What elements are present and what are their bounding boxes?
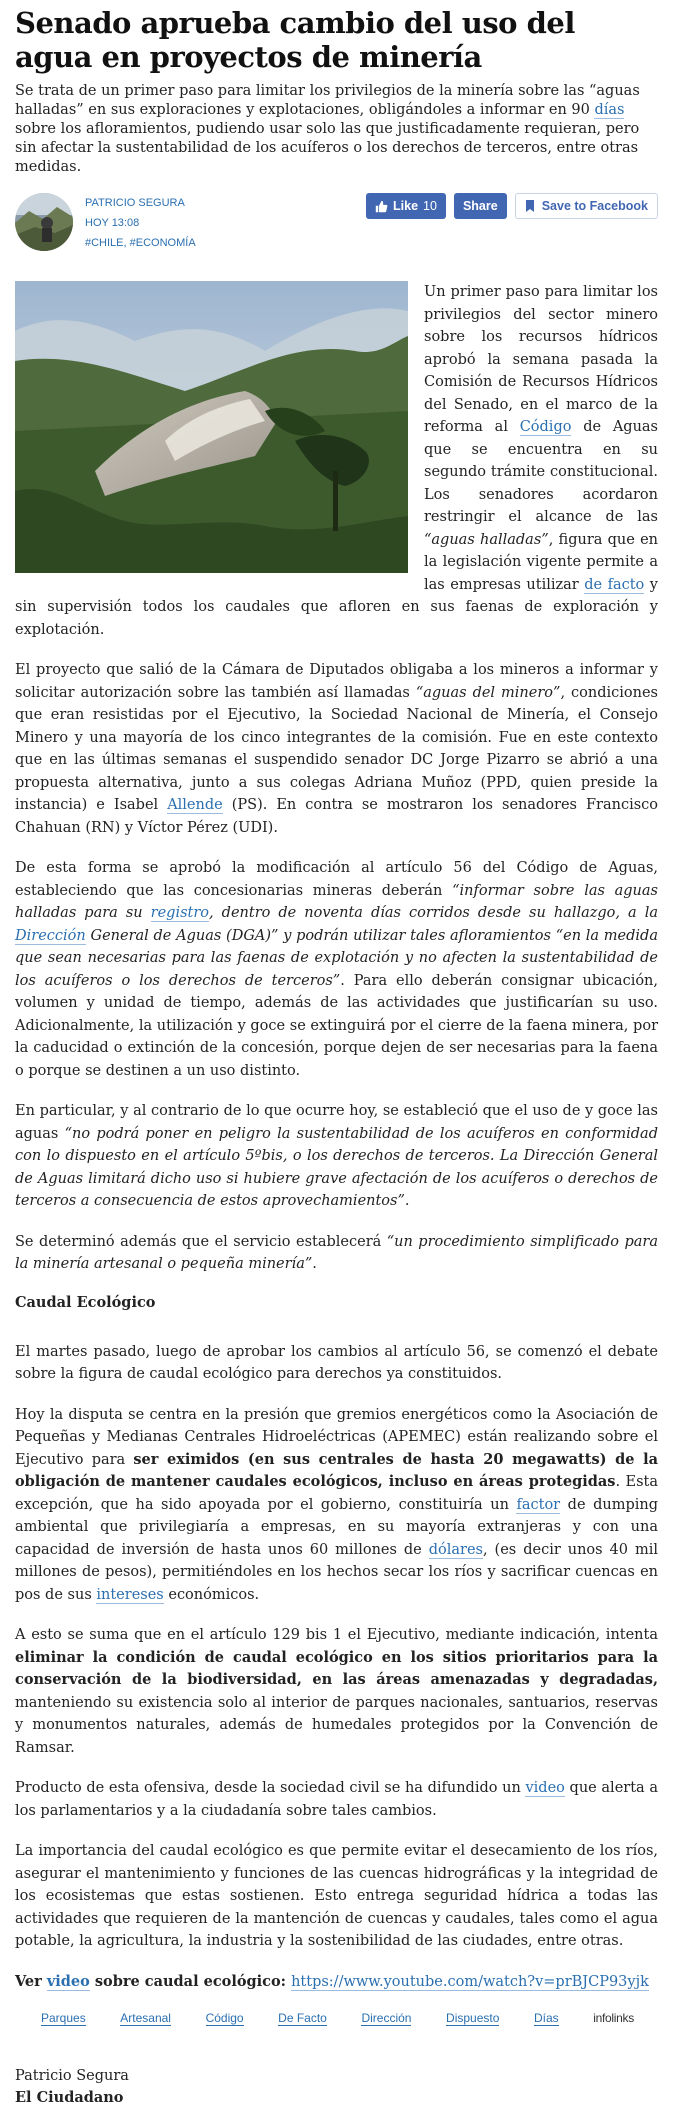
link-direccion[interactable]: Dirección — [15, 927, 86, 944]
p4-text: En particular, y al contrario de lo que ocurre hoy, se estableció que el uso de y goce las aguas — [15, 1103, 658, 1142]
p3-italic-1: “informar sobre las aguas halladas para su — [15, 882, 658, 921]
publish-time: HOY 13:08 — [85, 217, 140, 229]
p1-italic: “aguas halladas” — [424, 531, 549, 548]
p7-bold: ser eximidos (en sus centrales de hasta 20 megawatts) de la obligación de mantener caudales ecológicos, incluso en áreas protegidas — [15, 1450, 658, 1490]
p3-italic-4: “en la medida que sean necesarias para las faenas de explotación y no afecten la sustentabilidad de los acuíferos o los derechos de terceros” — [15, 927, 658, 989]
like-label: Like — [393, 199, 419, 213]
watch-video-line — [15, 1971, 658, 1994]
link-dolares[interactable]: dólares — [428, 1541, 483, 1558]
watch-video-link[interactable]: video — [46, 1972, 90, 1990]
paragraph-5 — [15, 1231, 658, 1276]
p2-text: El proyecto que salió de la Cámara de Diputados obligaba a los mineros a informar y solicitar autorización sobre las también así llamadas — [15, 662, 658, 701]
save-to-facebook-button[interactable] — [515, 193, 658, 219]
p9-text: Producto de esta ofensiva, desde la sociedad civil se ha difundido un — [15, 1780, 526, 1796]
byline-tags: #CHILE, #ECONOMÍA — [85, 237, 196, 249]
paragraph-7 — [15, 1404, 658, 1607]
lead-text-end: sobre los afloramientos, pudiendo usar solo las que justificadamente requieran, pero sin afectar la sustentabilidad de los acuíferos o los derechos de terceros, entre otras medidas. — [15, 121, 640, 175]
p7-text-3: de dumping ambiental que privilegiaría a empresas, en su mayoría extranjeras y con una capacidad de inversión de hasta unos 60 millones de — [15, 1496, 658, 1558]
article-page — [0, 6, 673, 2108]
article-title: Senado aprueba cambio del uso del agua en proyectos de minería — [15, 6, 575, 74]
lead-text: Se trata de un primer paso para limitar los privilegios de la minería sobre las “aguas halladas” en sus exploraciones y explotaciones, obligándoles a informar en 90 — [15, 83, 640, 118]
p1-text-2: de Aguas que se encuentra en su segundo trámite constitucional. Los senadores acordaron restringir el alcance de las — [424, 419, 658, 525]
related-tag-de-facto[interactable]: De Facto — [278, 2011, 327, 2025]
watch-text: Ver — [15, 1972, 47, 1990]
link-intereses[interactable]: intereses — [96, 1586, 164, 1603]
p8-text-2: manteniendo su existencia solo al interior de parques nacionales, santuarios, reservas y monumentos naturales, además de humedales protegidos por la Convención de Ramsar. — [15, 1694, 658, 1756]
p2-text-3: (PS). En contra se mostraron los senadores Francisco Chahuan (RN) y Víctor Pérez (UDI). — [15, 797, 658, 836]
p9-text-2: que alerta a los parlamentarios y a la ciudadanía sobre tales cambios. — [15, 1780, 658, 1819]
p7-text-5: económicos. — [163, 1586, 260, 1603]
p8-text: A esto se suma que en el artículo 129 bis 1 el Ejecutivo, mediante indicación, intenta — [15, 1627, 658, 1643]
thumbs-up-icon — [375, 200, 388, 213]
paragraph-2 — [15, 659, 658, 839]
p5-italic: “un procedimiento simplificado para la minería artesanal o pequeña minería” — [15, 1233, 659, 1272]
link-codigo[interactable]: Código — [519, 419, 572, 435]
author-avatar[interactable] — [15, 193, 73, 251]
p4-italic: “no podrá poner en peligro la sustentabilidad de los acuíferos en conformidad con lo dispuesto en el artículo 5ºbis, o los derechos de terceros. La Dirección General de Aguas limitará dicho uso si hubiere grave afectación de los acuíferos o derechos de terceros a consecuencia de estos aprovechamientos” — [15, 1125, 658, 1209]
p7-text-4: , (es decir unos 40 mil millones de pesos), permitiéndoles en los hechos secar los ríos y sacrificar cuencas en pos de sus — [15, 1541, 658, 1603]
article-image-mine-landscape — [15, 281, 408, 573]
section-heading-caudal-ecologico: Caudal Ecológico — [15, 1293, 156, 1311]
paragraph-3 — [15, 857, 658, 1082]
p2-italic: “aguas del minero” — [415, 684, 561, 701]
paragraph-8 — [15, 1624, 658, 1759]
link-video[interactable]: video — [525, 1780, 565, 1796]
link-registro[interactable]: registro — [150, 905, 210, 921]
related-tag-direccion[interactable]: Dirección — [361, 2011, 412, 2025]
paragraph-4 — [15, 1100, 658, 1213]
byline-meta — [85, 193, 196, 253]
article-lead — [15, 82, 658, 177]
p3-italic-3: General de Aguas (DGA)” y podrán utilizar tales afloramientos — [85, 927, 556, 944]
signature-outlet: El Ciudadano — [15, 2089, 124, 2106]
p3-text: De esta forma se aprobó la modificación al artículo 56 del Código de Aguas, estableciendo que las concesionarias mineras deberán — [15, 860, 658, 899]
related-tag-codigo[interactable]: Código — [205, 2011, 244, 2025]
author-name[interactable]: PATRICIO SEGURA — [85, 197, 185, 209]
p3-italic-2: , dentro de noventa días corridos desde su hallazgo, a la — [209, 905, 658, 921]
related-tag-dispuesto[interactable]: Dispuesto — [446, 2011, 500, 2025]
p1-text-4: y sin supervisión todos los caudales que afloren en sus faenas de exploración y explotación. — [15, 576, 659, 638]
p8-bold: eliminar la condición de caudal ecológico en los sitios prioritarios para la conservación de la biodiversidad, en las áreas amenazadas y degradadas, — [15, 1648, 658, 1688]
infolinks-logo[interactable]: infolinks — [593, 2011, 634, 2025]
p5-text-end: . — [312, 1256, 317, 1272]
p7-text-2: . Esta excepción, que ha sido apoyada por el gobierno, constituiría un — [15, 1474, 658, 1513]
tag-economia[interactable]: #ECONOMÍA — [129, 237, 196, 249]
signature — [15, 2066, 658, 2108]
related-tag-parques[interactable]: Parques — [41, 2011, 86, 2025]
paragraph-9 — [15, 1777, 658, 1822]
p1-text-3: , figura que en la legislación vigente permite a las empresas utilizar — [424, 531, 658, 593]
youtube-url-link[interactable]: https://www.youtube.com/watch?v=prBJCP93yjk — [291, 1973, 649, 1990]
p3-text-2: . Para ello deberán consignar ubicación, volumen y unidad de tiempo, además de las actividades que justificarían su uso. Adicionalmente, la utilización y goce se extinguirá por el cierre de la faena minera, por la caducidad o extinción de la concesión, porque dejen de ser necesarias para la faena o porque se destinen a un uso distinto. — [15, 972, 659, 1079]
p2-text-2: , condiciones que eran resistidas por el Ejecutivo, la Sociedad Nacional de Minería, el Consejo Minero y una mayoría de los cinco integrantes de la comisión. Fue en este contexto que en las últimas semanas el suspendido senador DC Jorge Pizarro se abrió a una propuesta alternativa, junto a sus colegas Adriana Muñoz (PPD, quien preside la instancia) e Isabel — [15, 684, 658, 813]
facebook-like-button[interactable] — [366, 193, 446, 219]
p5-text: Se determinó además que el servicio establecerá — [15, 1233, 387, 1250]
tag-chile[interactable]: #CHILE — [85, 237, 124, 249]
facebook-share-button[interactable]: Share — [454, 193, 507, 219]
p1-text: Un primer paso para limitar los privilegios del sector minero sobre los recursos hídricos aprobó la semana pasada la Comisión de Recursos Hídricos del Senado, en el marco de la reforma al — [424, 284, 658, 435]
p4-text-end: . — [404, 1193, 410, 1209]
save-label: Save to Facebook — [541, 199, 648, 213]
link-de-facto[interactable]: de facto — [584, 576, 645, 593]
byline — [15, 193, 658, 255]
like-count: 10 — [423, 199, 437, 213]
signature-author: Patricio Segura — [15, 2068, 129, 2084]
bookmark-icon — [525, 200, 535, 212]
lead-link-dias[interactable]: días — [594, 102, 625, 118]
link-allende[interactable]: Allende — [167, 797, 223, 813]
related-tag-artesanal[interactable]: Artesanal — [120, 2011, 171, 2025]
infolinks-tag-bar — [15, 2011, 658, 2026]
paragraph-10: La importancia del caudal ecológico es que permite evitar el desecamiento de los ríos, asegurar el mantenimiento y funciones de las cuencas hidrográficas y la integridad de los ecosistemas que estas sostienen. Esto entrega seguridad hídrica a todas las actividades que requieren de la mantención de cuencas y caudales, tales como el agua potable, la agricultura, la industria y la sostenibilidad de las ciudades, entre otras. — [15, 1843, 658, 1949]
link-factor[interactable]: factor — [516, 1496, 561, 1513]
related-tag-dias[interactable]: Días — [533, 2011, 559, 2025]
social-buttons — [366, 193, 658, 219]
paragraph-6: El martes pasado, luego de aprobar los cambios al artículo 56, se comenzó el debate sobre la figura de caudal ecológico para derechos ya constituidos. — [15, 1343, 658, 1382]
watch-text-2: sobre caudal ecológico: — [89, 1972, 292, 1990]
p7-text: Hoy la disputa se centra en la presión que gremios energéticos como la Asociación de Pequeñas y Medianas Centrales Hidroeléctricas (APEMEC) están realizando sobre el Ejecutivo para — [15, 1406, 658, 1468]
